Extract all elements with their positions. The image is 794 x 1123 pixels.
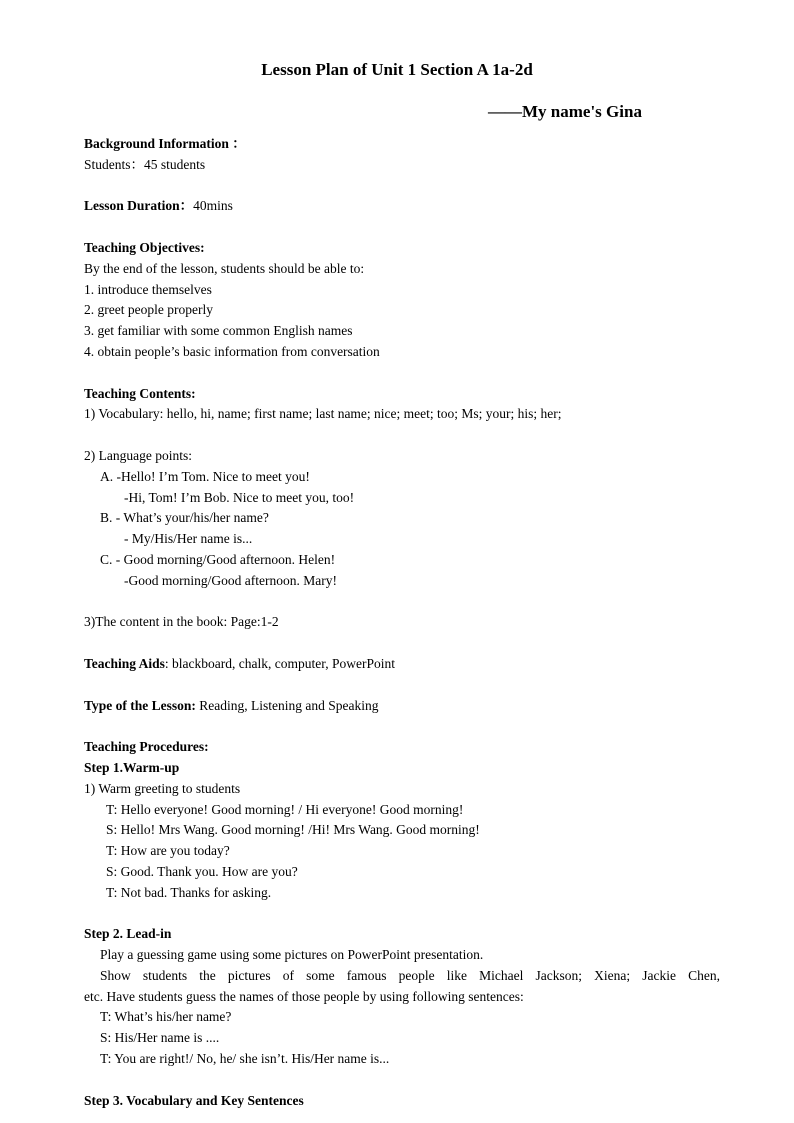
aids-label: Teaching Aids bbox=[84, 655, 165, 671]
spacer bbox=[84, 363, 720, 384]
objective-item: 2. greet people properly bbox=[84, 302, 213, 318]
dialogue-line: T: You are right!/ No, he/ she isn’t. His/Her name is... bbox=[100, 1051, 390, 1067]
document-subtitle: ——My name's Gina bbox=[488, 102, 642, 121]
lesson-plan-body bbox=[84, 134, 720, 1111]
spacer bbox=[84, 217, 720, 238]
language-point: -Hi, Tom! I’m Bob. Nice to meet you, too! bbox=[124, 489, 355, 505]
spacer bbox=[84, 176, 720, 197]
lesson-type-value: Reading, Listening and Speaking bbox=[195, 697, 379, 713]
step2-paragraph: Show students the pictures of some famous people like Michael Jackson; Xiena; Jackie Chen, bbox=[100, 967, 720, 983]
dialogue-line: S: Good. Thank you. How are you? bbox=[106, 863, 298, 879]
dialogue-line: S: Hello! Mrs Wang. Good morning! /Hi! Mrs Wang. Good morning! bbox=[106, 822, 480, 838]
language-points-label: 2) Language points: bbox=[84, 447, 192, 463]
language-point: B. - What’s your/his/her name? bbox=[100, 510, 269, 526]
background-heading: Background Information ： bbox=[84, 136, 246, 151]
objective-item: 4. obtain people’s basic information from conversation bbox=[84, 343, 380, 359]
dialogue-line: T: How are you today? bbox=[106, 843, 230, 859]
contents-heading: Teaching Contents: bbox=[84, 385, 196, 401]
students-count: Students：45 students bbox=[84, 156, 206, 172]
lesson-type-label: Type of the Lesson: bbox=[84, 697, 196, 713]
spacer bbox=[84, 633, 720, 654]
dialogue-line: T: What’s his/her name? bbox=[100, 1009, 232, 1025]
objectives-intro: By the end of the lesson, students should be able to: bbox=[84, 260, 365, 276]
dialogue-line: T: Hello everyone! Good morning! / Hi everyone! Good morning! bbox=[106, 801, 464, 817]
step1-title: Step 1.Warm-up bbox=[84, 759, 180, 775]
spacer bbox=[84, 903, 720, 924]
dialogue-line: S: His/Her name is .... bbox=[100, 1030, 220, 1046]
step1-subtitle: 1) Warm greeting to students bbox=[84, 780, 241, 796]
language-point: A. -Hello! I’m Tom. Nice to meet you! bbox=[100, 468, 310, 484]
spacer bbox=[84, 1070, 720, 1091]
teaching-aids bbox=[84, 654, 720, 675]
vocabulary-line: 1) Vocabulary: hello, hi, name; first name; last name; nice; meet; too; Ms; your; his; her; bbox=[84, 406, 562, 422]
procedures-heading: Teaching Procedures: bbox=[84, 739, 209, 755]
document-title: Lesson Plan of Unit 1 Section A 1a-2d bbox=[261, 60, 533, 79]
objective-item: 1. introduce themselves bbox=[84, 281, 212, 297]
spacer bbox=[84, 675, 720, 696]
lesson-type bbox=[84, 696, 720, 717]
language-point: C. - Good morning/Good afternoon. Helen! bbox=[100, 551, 336, 567]
step3-title: Step 3. Vocabulary and Key Sentences bbox=[84, 1092, 304, 1108]
language-point: -Good morning/Good afternoon. Mary! bbox=[124, 572, 337, 588]
duration-label: Lesson Duration： bbox=[84, 198, 194, 214]
spacer bbox=[84, 592, 720, 613]
language-point: - My/His/Her name is... bbox=[124, 531, 253, 547]
spacer bbox=[84, 425, 720, 446]
step2-title: Step 2. Lead-in bbox=[84, 926, 172, 942]
objectives-heading: Teaching Objectives: bbox=[84, 239, 205, 255]
step2-paragraph: etc. Have students guess the names of those people by using following sentences: bbox=[84, 988, 524, 1004]
spacer bbox=[84, 716, 720, 737]
step2-paragraph: Play a guessing game using some pictures on PowerPoint presentation. bbox=[100, 947, 484, 963]
objective-item: 3. get familiar with some common English names bbox=[84, 323, 353, 339]
book-content-line: 3)The content in the book: Page:1-2 bbox=[84, 614, 279, 630]
dialogue-line: T: Not bad. Thanks for asking. bbox=[106, 884, 272, 900]
lesson-duration bbox=[84, 196, 720, 217]
aids-value: : blackboard, chalk, computer, PowerPoint bbox=[164, 655, 395, 671]
duration-value: 40mins bbox=[193, 198, 233, 214]
